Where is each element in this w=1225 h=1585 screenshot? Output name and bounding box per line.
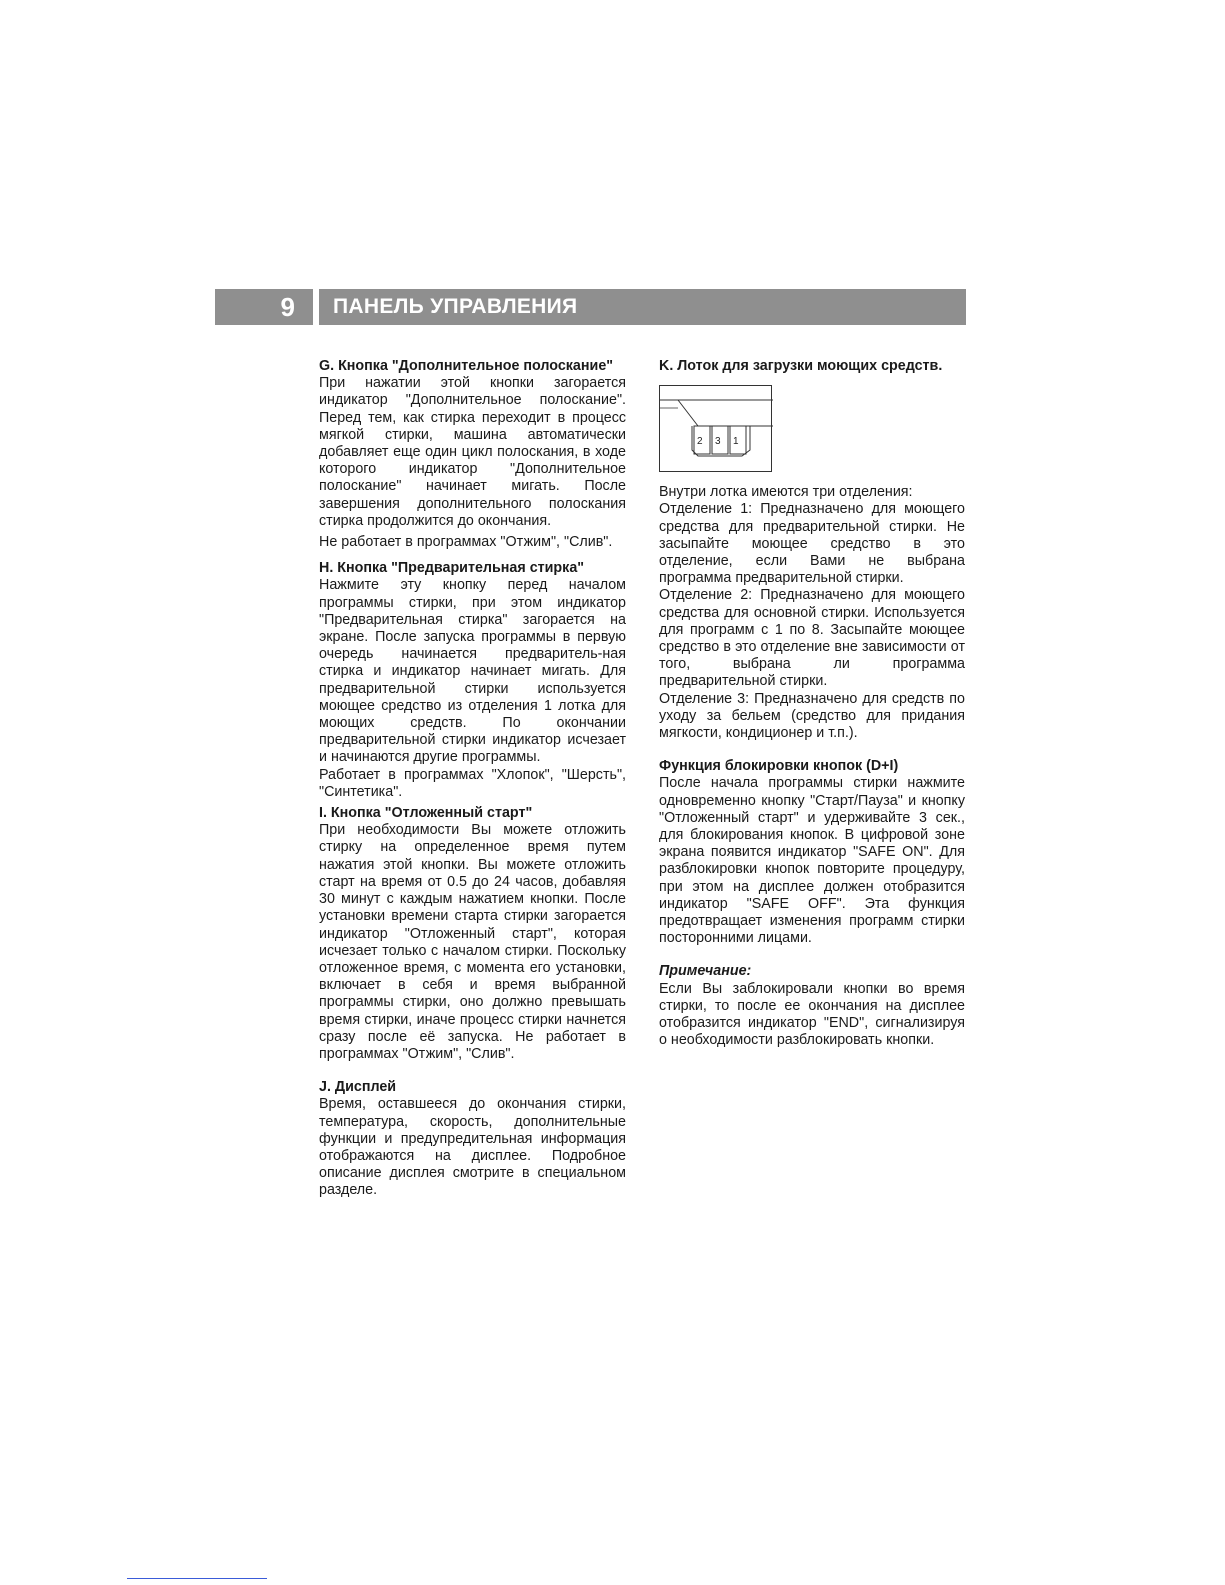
left-column [319, 358, 626, 1200]
paragraph-lock: После начала программы стирки нажмите одновременно кнопку "Старт/Пауза" и кнопку "Отложенный старт" и удерживайте 3 сек., для блокирования кнопок. В цифровой зоне экрана появится индикатор "SAFE ON". Для разблокировки кнопок повторите процедуру, при этом на дисплее должен отобразится индикатор "SAFE OFF". Эта функция предотвращает изменения программ стирки посторонними лицами. [659, 775, 965, 947]
compartment-2: Отделение 2: Предназначено для моющего средства для основной стирки. Используется для программ с 1 по 8. Засыпайте моющее средство в это отделение вне зависимости от того, выбрана ли программа предварительной стирки. [659, 587, 965, 690]
section-number: 9 [215, 289, 313, 325]
note-heading: Примечание: [659, 963, 752, 980]
paragraph-g: При нажатии этой кнопки загорается индикатор "Дополнительное полоскание". Перед тем, как стирка переходит в процесс мягкой стирки, машина автоматически добавляет еще один цикл полоскания, в ходе которого индикатор "Дополнительное полоскание" начинает мигать. После завершения дополнительного полоскания стирка продолжится до окончания. [319, 375, 626, 529]
detergent-tray-illustration [659, 385, 772, 472]
detergent-tray-drawing [660, 386, 773, 473]
tray-label-2: 2 [697, 436, 703, 448]
section-header [215, 289, 966, 325]
paragraph-j: Время, оставшееся до окончания стирки, температура, скорость, дополнительные функции и предупредительная информация отображаются на дисплее. Подробное описание дисплея смотрите в специальном разделе. [319, 1096, 626, 1199]
right-column [659, 358, 965, 1050]
note-g: Не работает в программах "Отжим", "Слив". [319, 534, 613, 551]
note-h: Работает в программах "Хлопок", "Шерсть", "Синтетика". [319, 766, 626, 800]
note-text: Если Вы заблокировали кнопки во время стирки, то после ее окончания на дисплее отобразится индикатор "END", сигнализируя о необходимости разблокировать кнопки. [659, 980, 965, 1049]
heading-k: K. Лоток для загрузки моющих средств. [659, 358, 943, 374]
heading-i: I. Кнопка "Отложенный старт" [319, 805, 533, 822]
tray-label-3: 3 [715, 436, 721, 448]
paragraph-h: Нажмите эту кнопку перед началом программы стирки, при этом индикатор "Предварительная стирка" загорается на экране. После запуска программы в первую очередь начинается предваритель-ная стирка и индикатор начинает мигать. Для предварительной стирки используется моющее средство из отделения 1 лотка для моющих средств. По окончании предварительной стирки индикатор исчезает и начинаются другие программы. [319, 577, 626, 766]
section-title: ПАНЕЛЬ УПРАВЛЕНИЯ [319, 289, 966, 325]
heading-g: G. Кнопка "Дополнительное полоскание" [319, 358, 614, 374]
footer-underline [127, 1578, 267, 1579]
paragraph-i: При необходимости Вы можете отложить стирку на определенное время путем нажатия этой кнопки. Вы можете отложить старт на время от 0.5 до 24 часов, добавляя 30 минут с каждым нажатием кнопки. После установки времени старта стирки загорается индикатор "Отложенный старт", которая исчезает только с началом стирки. Поскольку отложенное время, с момента его установки, включает в себя и время выбранной программы стирки, оно должно превышать время стирки, иначе процесс стирки начнется сразу после её запуска. Не работает в программах "Отжим", "Слив". [319, 822, 626, 1062]
tray-intro: Внутри лотка имеются три отделения: [659, 484, 913, 501]
tray-label-1: 1 [733, 436, 739, 448]
compartment-1: Отделение 1: Предназначено для моющего средства для предварительной стирки. Не засыпайте моющее средство в это отделение, если Вами не выбрана программа предварительной стирки. [659, 501, 965, 587]
heading-lock: Функция блокировки кнопок (D+I) [659, 758, 899, 775]
heading-h: H. Кнопка "Предварительная стирка" [319, 560, 585, 577]
heading-j: J. Дисплей [319, 1079, 397, 1096]
compartment-3: Отделение 3: Предназначено для средств по уходу за бельем (средство для придания мягкости, кондиционер и т.п.). [659, 690, 965, 742]
